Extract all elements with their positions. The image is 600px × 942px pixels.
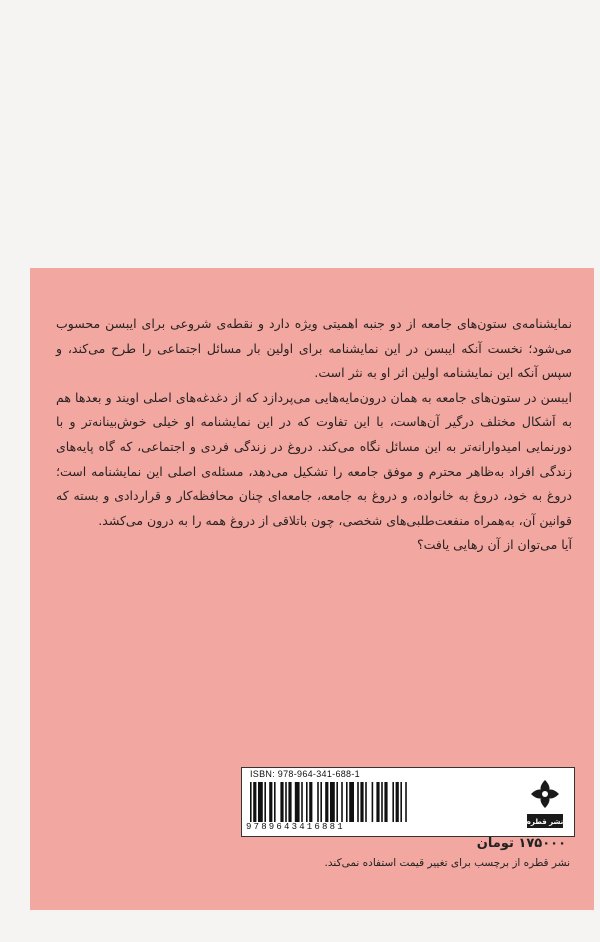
barcode-bar <box>360 782 363 822</box>
price-sticker-notice: نشر قطره از برچسب برای تغییر قیمت استفاده نمی‌کند. <box>324 857 570 869</box>
barcode-bar <box>346 782 348 822</box>
barcode-bar <box>309 782 312 822</box>
price: ۱۷۵۰۰۰ تومان <box>476 836 566 851</box>
barcode-bar <box>336 782 338 822</box>
barcode-bar <box>349 782 354 822</box>
barcode-bar <box>381 782 383 822</box>
barcode-bar <box>288 782 291 822</box>
barcode-bar <box>365 782 367 822</box>
barcode-bar <box>269 782 272 822</box>
barcode-bar <box>325 782 328 822</box>
barcode-bar <box>376 782 379 822</box>
barcode-bar <box>396 782 399 822</box>
barcode-bar <box>317 782 319 822</box>
barcode-bar <box>285 782 287 822</box>
barcode-bar <box>295 782 300 822</box>
blurb-paragraph-2: ایبسن در ستون‌های جامعه به همان درون‌مایه‌هایی می‌پردازد که از دغدغه‌های اصلی اویند و بعدها هم به اَشکال مختلف درگیر آن‌هاست، با این تفاوت که در این نمایشنامه او خیلی خوش‌بینانه‌تر و با دورنمایی امیدوارانه‌تر به این مسائل نگاه می‌کند. دروغ در زندگی فردی و اجتماعی، که گاه پایه‌های زندگی افراد به‌ظاهر محترم و موفق جامعه را تشکیل می‌دهد، مسئله‌ی اصلی این نمایشنامه است؛ دروغ به خود، دروغ به خانواده، و دروغ به جامعه، جامعه‌ای چنان محافظه‌کار و قراردادی و بسته که قوانین آن، به‌همراه منفعت‌طلبی‌های شخصی، چون باتلاقی از دروغ همه را به درون می‌کشد. <box>56 389 572 528</box>
barcode-bar <box>330 782 335 822</box>
barcode-bar <box>384 782 387 822</box>
publisher-logo <box>525 776 565 830</box>
barcode-bar <box>372 782 374 822</box>
barcode-bars <box>248 782 488 822</box>
barcode-bar <box>280 782 283 822</box>
barcode-bar <box>274 782 276 822</box>
barcode-bar <box>264 782 266 822</box>
barcode-bar <box>301 782 303 822</box>
barcode-bar <box>250 782 252 822</box>
barcode-bar <box>306 782 308 822</box>
barcode-bar <box>320 782 322 822</box>
blurb-paragraph-1: نمایشنامه‌ی ستون‌های جامعه از دو جنبه اهمیتی ویژه دارد و نقطه‌ی شروعی برای ایبسن محسوب می‌شود؛ نخست آنکه ایبسن در این نمایشنامه برای اولین بار مسائل اجتماعی را طرح می‌کند، و سپس آنکه این نمایشنامه اولین اثر او به نثر است. <box>56 316 572 381</box>
back-cover-blurb <box>56 312 572 558</box>
isbn-text: ISBN: 978-964-341-688-1 <box>250 769 360 779</box>
barcode-bar <box>253 782 256 822</box>
blurb-question: آیا می‌توان از آن رهایی یافت؟ <box>417 537 572 553</box>
barcode-bar <box>400 782 402 822</box>
barcode-bar <box>258 782 263 822</box>
barcode-bar <box>341 782 343 822</box>
barcode-bar <box>357 782 359 822</box>
publisher-logo-text: نشر قطره <box>526 818 564 826</box>
barcode-bar <box>392 782 394 822</box>
barcode-bar <box>405 782 407 822</box>
barcode-digits: 9789643416881 <box>246 822 345 832</box>
